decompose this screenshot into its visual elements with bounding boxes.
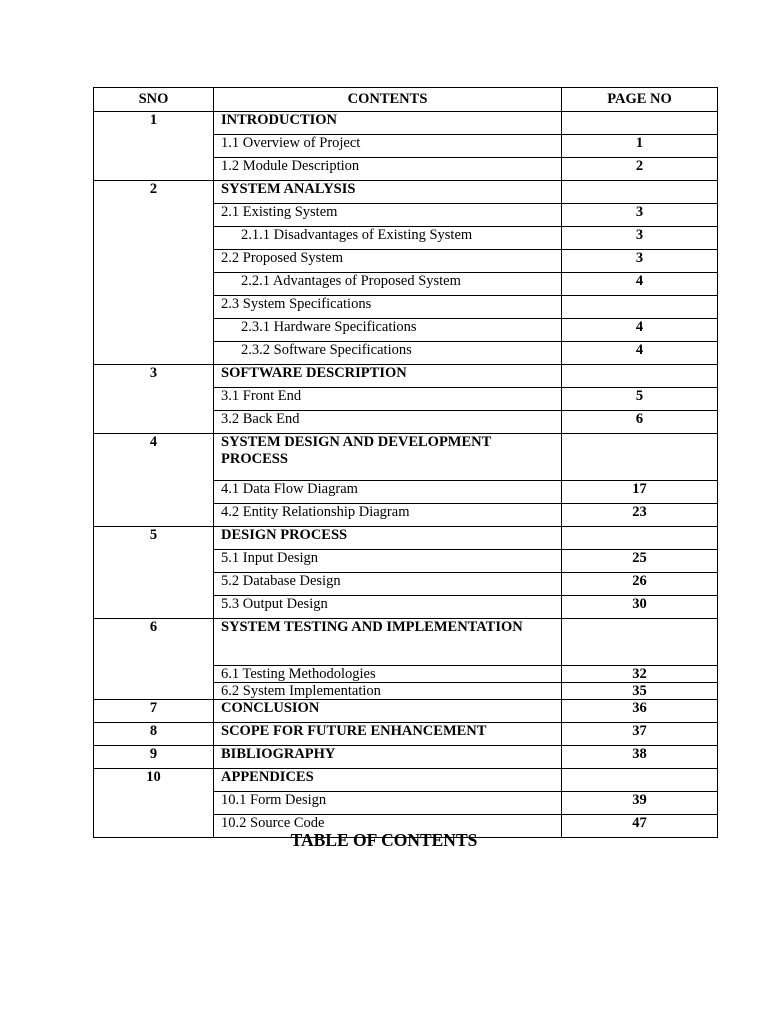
entry-text: SOFTWARE DESCRIPTION: [221, 365, 407, 381]
entry-text: SYSTEM ANALYSIS: [221, 181, 356, 197]
entry-text: SYSTEM DESIGN AND DEVELOPMENT PROCESS: [221, 434, 492, 467]
page-number: 39: [562, 792, 718, 815]
entry-text: 2.3 System Specifications: [221, 296, 372, 312]
entry-text: 3.1 Front End: [221, 388, 302, 404]
toc-row: [94, 746, 718, 769]
page-number: [562, 434, 718, 481]
page-number: [562, 112, 718, 135]
subsection-title: [214, 573, 562, 596]
toc-row: [94, 527, 718, 550]
subsection-title: [214, 666, 562, 683]
entry-text: 6.1 Testing Methodologies: [221, 666, 376, 682]
entry-text: SCOPE FOR FUTURE ENHANCEMENT: [221, 723, 487, 739]
section-title: [214, 365, 562, 388]
page-number: 38: [562, 746, 718, 769]
subsection-title: [214, 227, 562, 250]
toc-row: [94, 181, 718, 204]
page-number: 47: [562, 815, 718, 838]
toc-row: [94, 365, 718, 388]
toc-row: [94, 112, 718, 135]
page-number: 3: [562, 204, 718, 227]
page-number: [562, 181, 718, 204]
subsection-title: [214, 683, 562, 700]
page-number: 36: [562, 700, 718, 723]
subsection-title: [214, 550, 562, 573]
entry-text: 2.3.1 Hardware Specifications: [241, 319, 417, 335]
page-number: 17: [562, 481, 718, 504]
page-number: 4: [562, 342, 718, 365]
page-number: 30: [562, 596, 718, 619]
table-of-contents: [93, 87, 718, 838]
entry-text: 5.3 Output Design: [221, 596, 328, 612]
page-number: [562, 619, 718, 666]
section-number: 3: [94, 365, 214, 434]
entry-text: 2.3.2 Software Specifications: [241, 342, 412, 358]
section-title: [214, 619, 562, 666]
entry-text: APPENDICES: [221, 769, 314, 785]
subsection-title: [214, 388, 562, 411]
entry-text: 1.2 Module Description: [221, 158, 360, 174]
subsection-title: [214, 319, 562, 342]
entry-text: INTRODUCTION: [221, 112, 338, 128]
entry-text: 2.2.1 Advantages of Proposed System: [241, 273, 461, 289]
section-number: 5: [94, 527, 214, 619]
entry-text: 4.2 Entity Relationship Diagram: [221, 504, 410, 520]
section-title: [214, 112, 562, 135]
entry-text: 1.1 Overview of Project: [221, 135, 361, 151]
toc-row: [94, 434, 718, 481]
page-caption: TABLE OF CONTENTS: [290, 830, 478, 850]
page-number: [562, 365, 718, 388]
entry-text: BIBLIOGRAPHY: [221, 746, 336, 762]
toc-row: [94, 723, 718, 746]
section-number: 9: [94, 746, 214, 769]
section-number: 4: [94, 434, 214, 527]
page-number: 35: [562, 683, 718, 700]
header-contents: CONTENTS: [214, 88, 562, 112]
header-page-no: PAGE NO: [562, 88, 718, 112]
page-number: 2: [562, 158, 718, 181]
subsection-title: [214, 596, 562, 619]
entry-text: 2.1 Existing System: [221, 204, 338, 220]
entry-text: 4.1 Data Flow Diagram: [221, 481, 358, 497]
entry-text: 5.2 Database Design: [221, 573, 341, 589]
page-number: [562, 769, 718, 792]
subsection-title: [214, 504, 562, 527]
subsection-title: [214, 273, 562, 296]
entry-text: 3.2 Back End: [221, 411, 300, 427]
section-number: 1: [94, 112, 214, 181]
toc-body: [94, 112, 718, 838]
section-number: 10: [94, 769, 214, 838]
entry-text: 10.1 Form Design: [221, 792, 327, 808]
subsection-title: [214, 792, 562, 815]
subsection-title: [214, 342, 562, 365]
subsection-title: [214, 411, 562, 434]
subsection-title: [214, 158, 562, 181]
page-number: 6: [562, 411, 718, 434]
page-number: 32: [562, 666, 718, 683]
section-number: 6: [94, 619, 214, 700]
page-number: 3: [562, 227, 718, 250]
entry-text: SYSTEM TESTING AND IMPLEMENTATION: [221, 619, 523, 635]
section-title: [214, 723, 562, 746]
section-title: [214, 769, 562, 792]
entry-text: 5.1 Input Design: [221, 550, 319, 566]
page-number: 23: [562, 504, 718, 527]
toc-row: [94, 619, 718, 666]
subsection-title: [214, 250, 562, 273]
section-title: [214, 527, 562, 550]
page-number: 3: [562, 250, 718, 273]
entry-text: DESIGN PROCESS: [221, 527, 348, 543]
header-row: [94, 88, 718, 112]
page-number: 1: [562, 135, 718, 158]
entry-text: 6.2 System Implementation: [221, 683, 381, 699]
entry-text: CONCLUSION: [221, 700, 320, 716]
section-title: [214, 700, 562, 723]
section-title: [214, 181, 562, 204]
entry-text: 2.2 Proposed System: [221, 250, 344, 266]
section-number: 2: [94, 181, 214, 365]
subsection-title: [214, 204, 562, 227]
page-number: 37: [562, 723, 718, 746]
page-number: 5: [562, 388, 718, 411]
entry-text: 10.2 Source Code: [221, 815, 325, 831]
toc-row: [94, 769, 718, 792]
section-number: 7: [94, 700, 214, 723]
page-number: 25: [562, 550, 718, 573]
subsection-title: [214, 135, 562, 158]
toc-row: [94, 700, 718, 723]
page-number: [562, 527, 718, 550]
page-number: [562, 296, 718, 319]
subsection-title: [214, 296, 562, 319]
subsection-title: [214, 481, 562, 504]
page-number: 26: [562, 573, 718, 596]
header-sno: SNO: [94, 88, 214, 112]
entry-text: 2.1.1 Disadvantages of Existing System: [241, 227, 473, 243]
section-title: [214, 746, 562, 769]
section-number: 8: [94, 723, 214, 746]
page-number: 4: [562, 273, 718, 296]
section-title: [214, 434, 562, 481]
page-number: 4: [562, 319, 718, 342]
